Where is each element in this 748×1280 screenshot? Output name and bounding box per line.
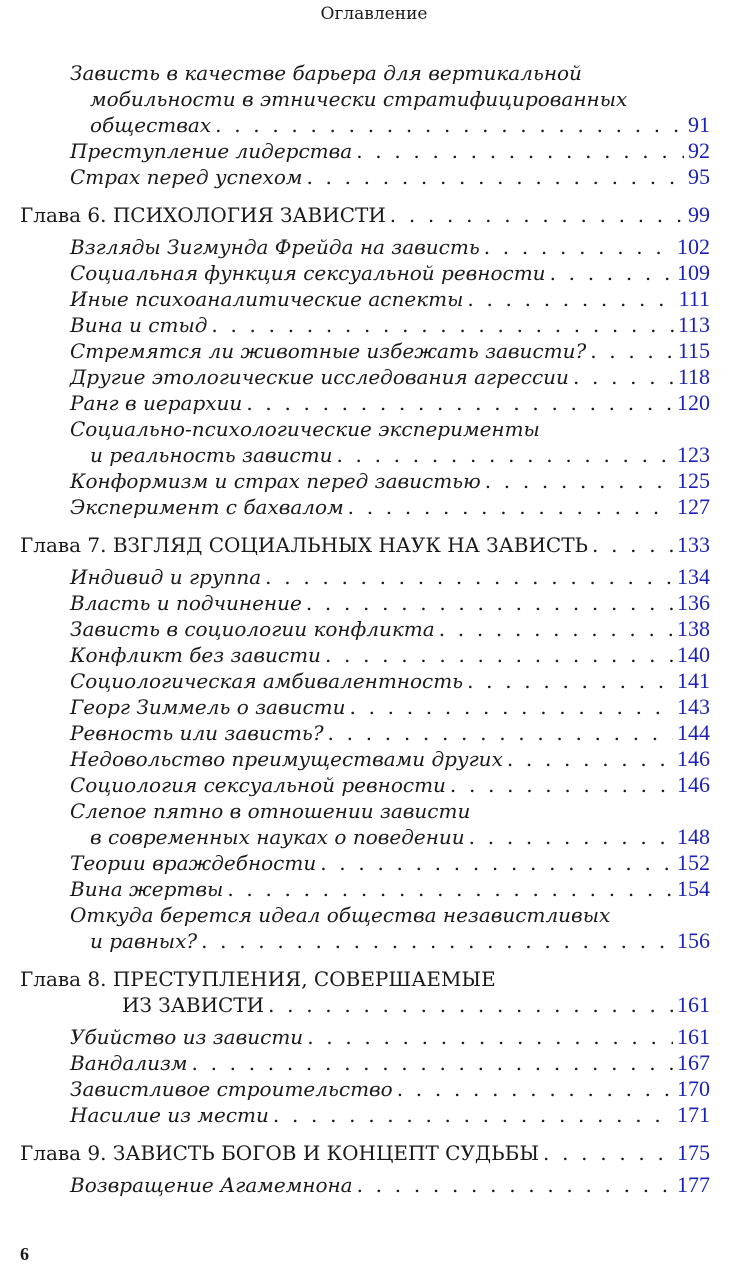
- dot-leader: [573, 364, 674, 390]
- dot-leader: [306, 164, 684, 190]
- toc-line: [20, 928, 710, 954]
- toc-line: [20, 164, 710, 190]
- toc-page-number[interactable]: 144: [677, 720, 710, 745]
- toc-entry-title: Георг Зиммель о зависти: [70, 695, 346, 719]
- toc-page-number[interactable]: 102: [677, 234, 710, 259]
- toc-entry-title: Стремятся ли животные избежать зависти?: [70, 339, 587, 363]
- toc-entry-title: Ревность или зависть?: [70, 721, 324, 745]
- dot-leader: [273, 1102, 673, 1128]
- dot-leader: [268, 992, 673, 1018]
- toc-page-number[interactable]: 134: [677, 564, 710, 589]
- toc-line: [20, 60, 710, 86]
- toc-section-entry[interactable]: [20, 798, 710, 850]
- toc-entry-title: ИЗ ЗАВИСТИ: [122, 993, 265, 1017]
- toc-entry-title: Завистливое строительство: [70, 1077, 393, 1101]
- dot-leader: [467, 286, 674, 312]
- toc-page-number[interactable]: 118: [677, 364, 710, 389]
- toc-section-entry[interactable]: [20, 60, 710, 138]
- toc-section-entry[interactable]: [20, 286, 710, 312]
- toc-line: [20, 966, 710, 992]
- toc-line: [20, 902, 710, 928]
- toc-line: [20, 1076, 710, 1102]
- toc-entry-title: Социальная функция сексуальной ревности: [70, 261, 546, 285]
- toc-entry-title: Откуда берется идеал общества независтливых: [70, 903, 611, 927]
- toc-entry-title: Иные психоаналитические аспекты: [70, 287, 464, 311]
- toc-page-number[interactable]: 133: [677, 532, 710, 557]
- toc-chapter-entry[interactable]: [20, 954, 710, 1024]
- dot-leader: [484, 234, 673, 260]
- dot-leader: [320, 850, 673, 876]
- toc-entry-title: Преступление лидерства: [70, 139, 353, 163]
- toc-line: [20, 1172, 710, 1198]
- toc-line: [20, 824, 710, 850]
- toc-section-entry[interactable]: [20, 720, 710, 746]
- chapter-gap: [20, 1128, 710, 1140]
- toc-section-entry[interactable]: [20, 338, 710, 364]
- toc-line: [20, 590, 710, 616]
- toc-line: [20, 668, 710, 694]
- toc-line: [20, 338, 710, 364]
- toc-section-entry[interactable]: [20, 850, 710, 876]
- toc-entry-title: Глава 9. ЗАВИСТЬ БОГОВ И КОНЦЕПТ СУДЬБЫ: [20, 1141, 540, 1165]
- toc-section-entry[interactable]: [20, 746, 710, 772]
- toc-entry-title: Власть и подчинение: [70, 591, 302, 615]
- toc-entry-title: Насилие из мести: [70, 1103, 269, 1127]
- toc-section-entry[interactable]: [20, 902, 710, 954]
- toc-line: [20, 286, 710, 312]
- toc-line: [20, 532, 710, 558]
- toc-page-number[interactable]: 161: [677, 992, 710, 1017]
- toc-page-number[interactable]: 91: [688, 112, 710, 137]
- toc-line: [20, 746, 710, 772]
- toc-entry-title: и реальность зависти: [90, 443, 333, 467]
- toc-entry-title: Возвращение Агамемнона: [70, 1173, 353, 1197]
- toc-line: [20, 442, 710, 468]
- dot-leader: [469, 824, 673, 850]
- toc-page-number[interactable]: 120: [677, 390, 710, 415]
- toc-line: [20, 772, 710, 798]
- toc-page-number[interactable]: 99: [688, 202, 710, 227]
- dot-leader: [550, 260, 673, 286]
- toc-page-number[interactable]: 92: [688, 138, 710, 163]
- toc-page-number[interactable]: 161: [677, 1024, 710, 1049]
- dot-leader: [543, 1140, 673, 1166]
- toc-line: [20, 260, 710, 286]
- dot-leader: [328, 720, 673, 746]
- toc-section-entry[interactable]: [20, 364, 710, 390]
- toc-page-number[interactable]: 109: [677, 260, 710, 285]
- toc-entry-title: Другие этологические исследования агрессии: [70, 365, 569, 389]
- toc-line: [20, 202, 710, 228]
- toc-section-entry[interactable]: [20, 1024, 710, 1050]
- toc-line: [20, 616, 710, 642]
- toc-entry-title: Убийство из зависти: [70, 1025, 304, 1049]
- toc-entry-title: Социально-психологические эксперименты: [70, 417, 540, 441]
- chapter-gap: [20, 190, 710, 202]
- toc-page-number[interactable]: 146: [677, 746, 710, 771]
- toc-line: [20, 1024, 710, 1050]
- toc-section-entry[interactable]: [20, 616, 710, 642]
- toc-page-number[interactable]: 167: [677, 1050, 710, 1075]
- toc-entry-title: Вина жертвы: [70, 877, 224, 901]
- toc-entry-title: и равных?: [90, 929, 198, 953]
- dot-leader: [307, 1024, 673, 1050]
- dot-leader: [356, 138, 684, 164]
- dot-leader: [306, 590, 673, 616]
- toc-section-entry[interactable]: [20, 772, 710, 798]
- toc-line: [20, 364, 710, 390]
- toc-page-number[interactable]: 125: [677, 468, 710, 493]
- toc-section-entry[interactable]: [20, 416, 710, 468]
- toc-entry-title: Зависть в качестве барьера для вертикальной: [70, 61, 582, 85]
- table-of-contents: [20, 60, 710, 1198]
- dot-leader: [397, 1076, 673, 1102]
- toc-section-entry[interactable]: [20, 234, 710, 260]
- toc-section-entry[interactable]: [20, 1172, 710, 1198]
- toc-line: [20, 992, 710, 1018]
- toc-entry-title: обществах: [90, 113, 212, 137]
- toc-section-entry[interactable]: [20, 1050, 710, 1076]
- toc-line: [20, 694, 710, 720]
- dot-leader: [336, 442, 673, 468]
- toc-line: [20, 720, 710, 746]
- toc-entry-title: Социологическая амбивалентность: [70, 669, 464, 693]
- toc-page-number[interactable]: 170: [677, 1076, 710, 1101]
- toc-page-number[interactable]: 154: [677, 876, 710, 901]
- toc-entry-title: Социология сексуальной ревности: [70, 773, 446, 797]
- toc-entry-title: Глава 7. ВЗГЛЯД СОЦИАЛЬНЫХ НАУК НА ЗАВИСТЬ: [20, 533, 589, 557]
- toc-entry-title: мобильности в этнически стратифицированных: [90, 87, 628, 111]
- dot-leader: [590, 338, 674, 364]
- toc-page-number[interactable]: 136: [677, 590, 710, 615]
- dot-leader: [325, 642, 673, 668]
- toc-page-number[interactable]: 141: [677, 668, 710, 693]
- toc-line: [20, 468, 710, 494]
- toc-line: [20, 642, 710, 668]
- toc-page-number[interactable]: 171: [677, 1102, 710, 1127]
- toc-page-number[interactable]: 156: [677, 928, 710, 953]
- toc-page-number[interactable]: 177: [677, 1172, 710, 1197]
- toc-line: [20, 138, 710, 164]
- toc-entry-title: Вандализм: [70, 1051, 188, 1075]
- dot-leader: [357, 1172, 673, 1198]
- toc-page-number[interactable]: 111: [678, 286, 710, 311]
- toc-line: [20, 494, 710, 520]
- toc-entry-title: Индивид и группа: [70, 565, 262, 589]
- toc-page-number[interactable]: 146: [677, 772, 710, 797]
- toc-page-number[interactable]: 113: [677, 312, 710, 337]
- toc-section-entry[interactable]: [20, 138, 710, 164]
- dot-leader: [439, 616, 673, 642]
- dot-leader: [227, 876, 673, 902]
- toc-line: [20, 850, 710, 876]
- toc-section-entry[interactable]: [20, 390, 710, 416]
- toc-page-number[interactable]: 138: [677, 616, 710, 641]
- toc-line: [20, 876, 710, 902]
- chapter-gap: [20, 954, 710, 966]
- toc-section-entry[interactable]: [20, 468, 710, 494]
- toc-entry-title: Теории враждебности: [70, 851, 317, 875]
- toc-entry-title: Взгляды Зигмунда Фрейда на зависть: [70, 235, 480, 259]
- toc-page-number[interactable]: 127: [677, 494, 710, 519]
- toc-line: [20, 416, 710, 442]
- toc-section-entry[interactable]: [20, 1102, 710, 1128]
- toc-line: [20, 86, 710, 112]
- toc-section-entry[interactable]: [20, 876, 710, 902]
- toc-section-entry[interactable]: [20, 564, 710, 590]
- toc-entry-title: Недовольство преимуществами других: [70, 747, 503, 771]
- toc-entry-title: Слепое пятно в отношении зависти: [70, 799, 471, 823]
- toc-entry-title: Глава 8. ПРЕСТУПЛЕНИЯ, СОВЕРШАЕМЫЕ: [20, 967, 496, 991]
- dot-leader: [265, 564, 673, 590]
- dot-leader: [192, 1050, 674, 1076]
- toc-entry-title: Конформизм и страх перед завистью: [70, 469, 481, 493]
- toc-section-entry[interactable]: [20, 668, 710, 694]
- dot-leader: [350, 694, 673, 720]
- toc-chapter-entry[interactable]: [20, 190, 710, 234]
- toc-entry-title: Ранг в иерархии: [70, 391, 243, 415]
- chapter-gap: [20, 520, 710, 532]
- dot-leader: [246, 390, 673, 416]
- toc-page-number[interactable]: 148: [677, 824, 710, 849]
- toc-page-number[interactable]: 175: [677, 1140, 710, 1165]
- toc-section-entry[interactable]: [20, 164, 710, 190]
- toc-section-entry[interactable]: [20, 590, 710, 616]
- toc-section-entry[interactable]: [20, 1076, 710, 1102]
- toc-chapter-entry[interactable]: [20, 1128, 710, 1172]
- dot-leader: [215, 112, 684, 138]
- toc-line: [20, 312, 710, 338]
- dot-leader: [592, 532, 673, 558]
- toc-page-number[interactable]: 115: [677, 338, 710, 363]
- toc-section-entry[interactable]: [20, 312, 710, 338]
- toc-line: [20, 234, 710, 260]
- toc-line: [20, 112, 710, 138]
- toc-entry-title: Вина и стыд: [70, 313, 208, 337]
- toc-entry-title: Эксперимент с бахвалом: [70, 495, 344, 519]
- toc-entry-title: Конфликт без зависти: [70, 643, 321, 667]
- toc-line: [20, 564, 710, 590]
- toc-page-number[interactable]: 140: [677, 642, 710, 667]
- toc-page-number[interactable]: 152: [677, 850, 710, 875]
- toc-line: [20, 798, 710, 824]
- toc-chapter-entry[interactable]: [20, 520, 710, 564]
- toc-section-entry[interactable]: [20, 260, 710, 286]
- toc-entry-title: в современных науках о поведении: [90, 825, 465, 849]
- toc-line: [20, 390, 710, 416]
- toc-entry-title: Страх перед успехом: [70, 165, 303, 189]
- toc-page-number[interactable]: 123: [677, 442, 710, 467]
- toc-page-number[interactable]: 95: [688, 164, 710, 189]
- dot-leader: [450, 772, 673, 798]
- toc-section-entry[interactable]: [20, 494, 710, 520]
- toc-entry-title: Зависть в социологии конфликта: [70, 617, 435, 641]
- toc-line: [20, 1050, 710, 1076]
- toc-section-entry[interactable]: [20, 694, 710, 720]
- dot-leader: [507, 746, 673, 772]
- dot-leader: [390, 202, 684, 228]
- toc-line: [20, 1102, 710, 1128]
- toc-section-entry[interactable]: [20, 642, 710, 668]
- toc-page-number[interactable]: 143: [677, 694, 710, 719]
- dot-leader: [467, 668, 673, 694]
- toc-line: [20, 1140, 710, 1166]
- toc-entry-title: Глава 6. ПСИХОЛОГИЯ ЗАВИСТИ: [20, 203, 386, 227]
- dot-leader: [201, 928, 673, 954]
- page-number: 6: [20, 1244, 29, 1264]
- dot-leader: [211, 312, 673, 338]
- dot-leader: [348, 494, 673, 520]
- dot-leader: [485, 468, 673, 494]
- running-header: Оглавление: [320, 4, 428, 24]
